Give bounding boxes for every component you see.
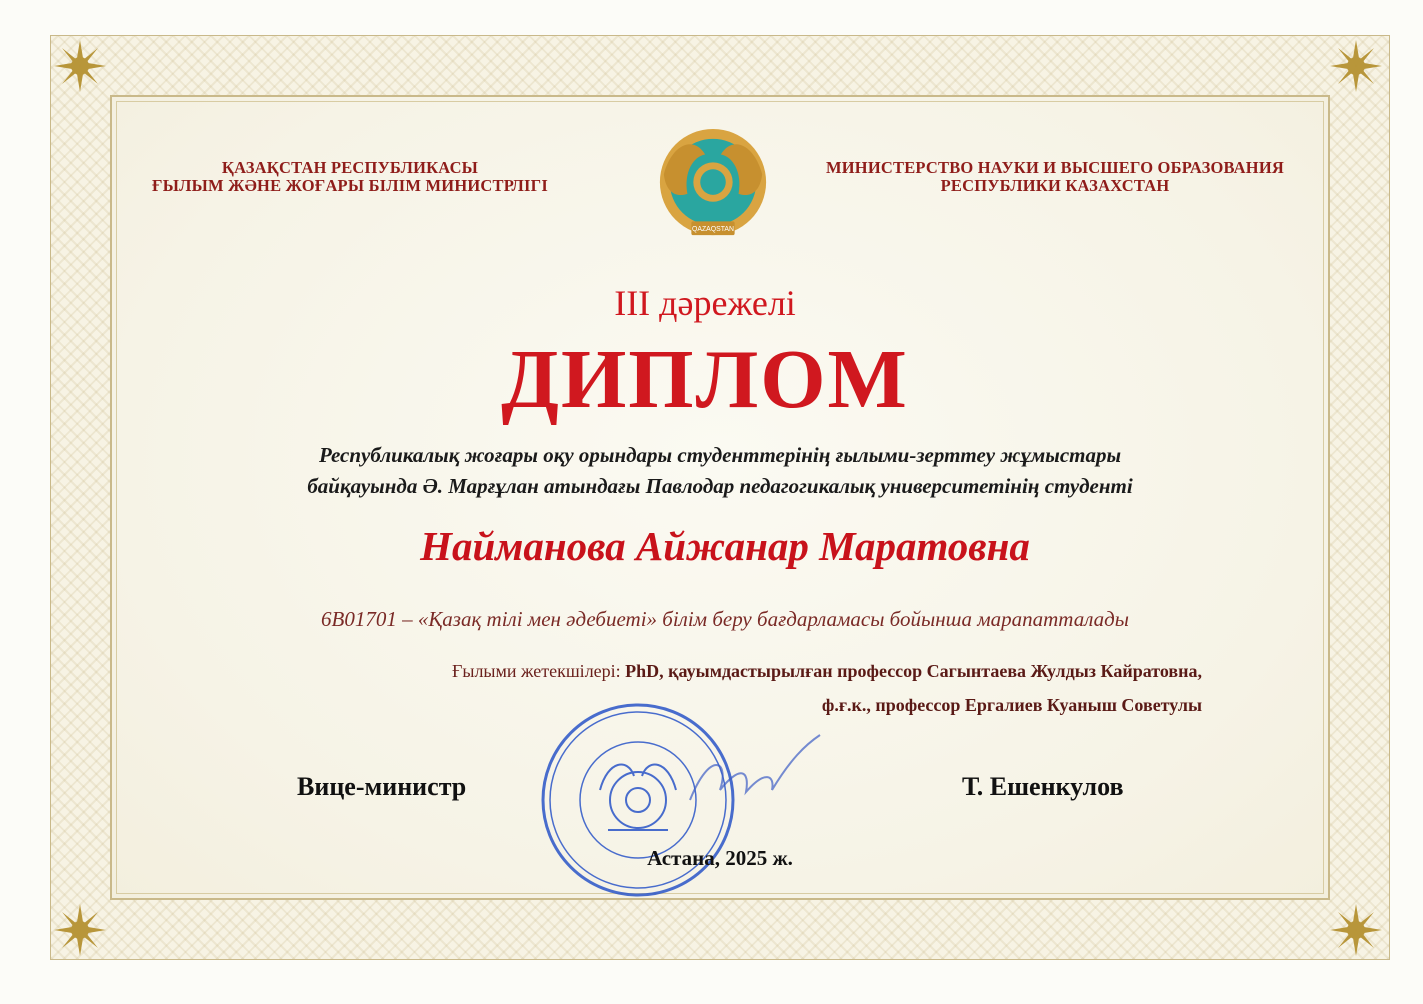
corner-star-icon [52,38,108,94]
award-description-line1: Республикалық жоғары оқу орындары студенттерінің ғылыми-зерттеу жұмыстары [318,443,1122,467]
ministry-ru-line1: МИНИСТЕРСТВО НАУКИ И ВЫСШЕГО ОБРАЗОВАНИЯ [826,158,1284,177]
emblem-text: QAZAQSTAN [692,226,734,234]
state-emblem-icon [654,125,772,247]
signatory-position: Вице-министр [297,772,467,801]
corner-star-icon [52,902,108,958]
ministry-name-russian [800,159,1310,195]
ministry-kz-line2: ҒЫЛЫМ ЖӘНЕ ЖОҒАРЫ БІЛІМ МИНИСТРЛІГІ [152,176,548,195]
advisor-1: PhD, қауымдастырылған профессор Сагынтаева Жулдыз Кайратовна, [625,661,1202,681]
diploma-degree: III дәрежелі [614,283,796,323]
award-description-line2: байқауында Ә. Марғұлан атындағы Павлодар педагогикалық университетінің студенті [307,474,1133,498]
education-program: 6В01701 – «Қазақ тілі мен әдебиеті» білім беру бағдарламасы бойынша марапатталады [321,607,1129,631]
handwritten-signature-icon [680,730,830,820]
ministry-ru-line2: РЕСПУБЛИКИ КАЗАХСТАН [940,176,1170,195]
corner-star-icon [1328,38,1384,94]
ministry-kz-line1: ҚАЗАҚСТАН РЕСПУБЛИКАСЫ [221,158,479,177]
signatory-name: Т. Ешенкулов [962,772,1124,801]
diploma-title: ДИПЛОМ [501,333,909,426]
advisor-line-1 [250,654,1202,688]
award-description [160,440,1280,502]
advisors-label: Ғылыми жетекшілері: [451,661,626,681]
corner-star-icon [1328,902,1384,958]
recipient-name: Найманова Айжанар Маратовна [420,523,1030,569]
advisor-2: ф.ғ.к., профессор Ергалиев Куаныш Советулы [821,695,1202,715]
place-and-date: Астана, 2025 ж. [647,846,793,870]
ministry-name-kazakh [150,159,550,195]
